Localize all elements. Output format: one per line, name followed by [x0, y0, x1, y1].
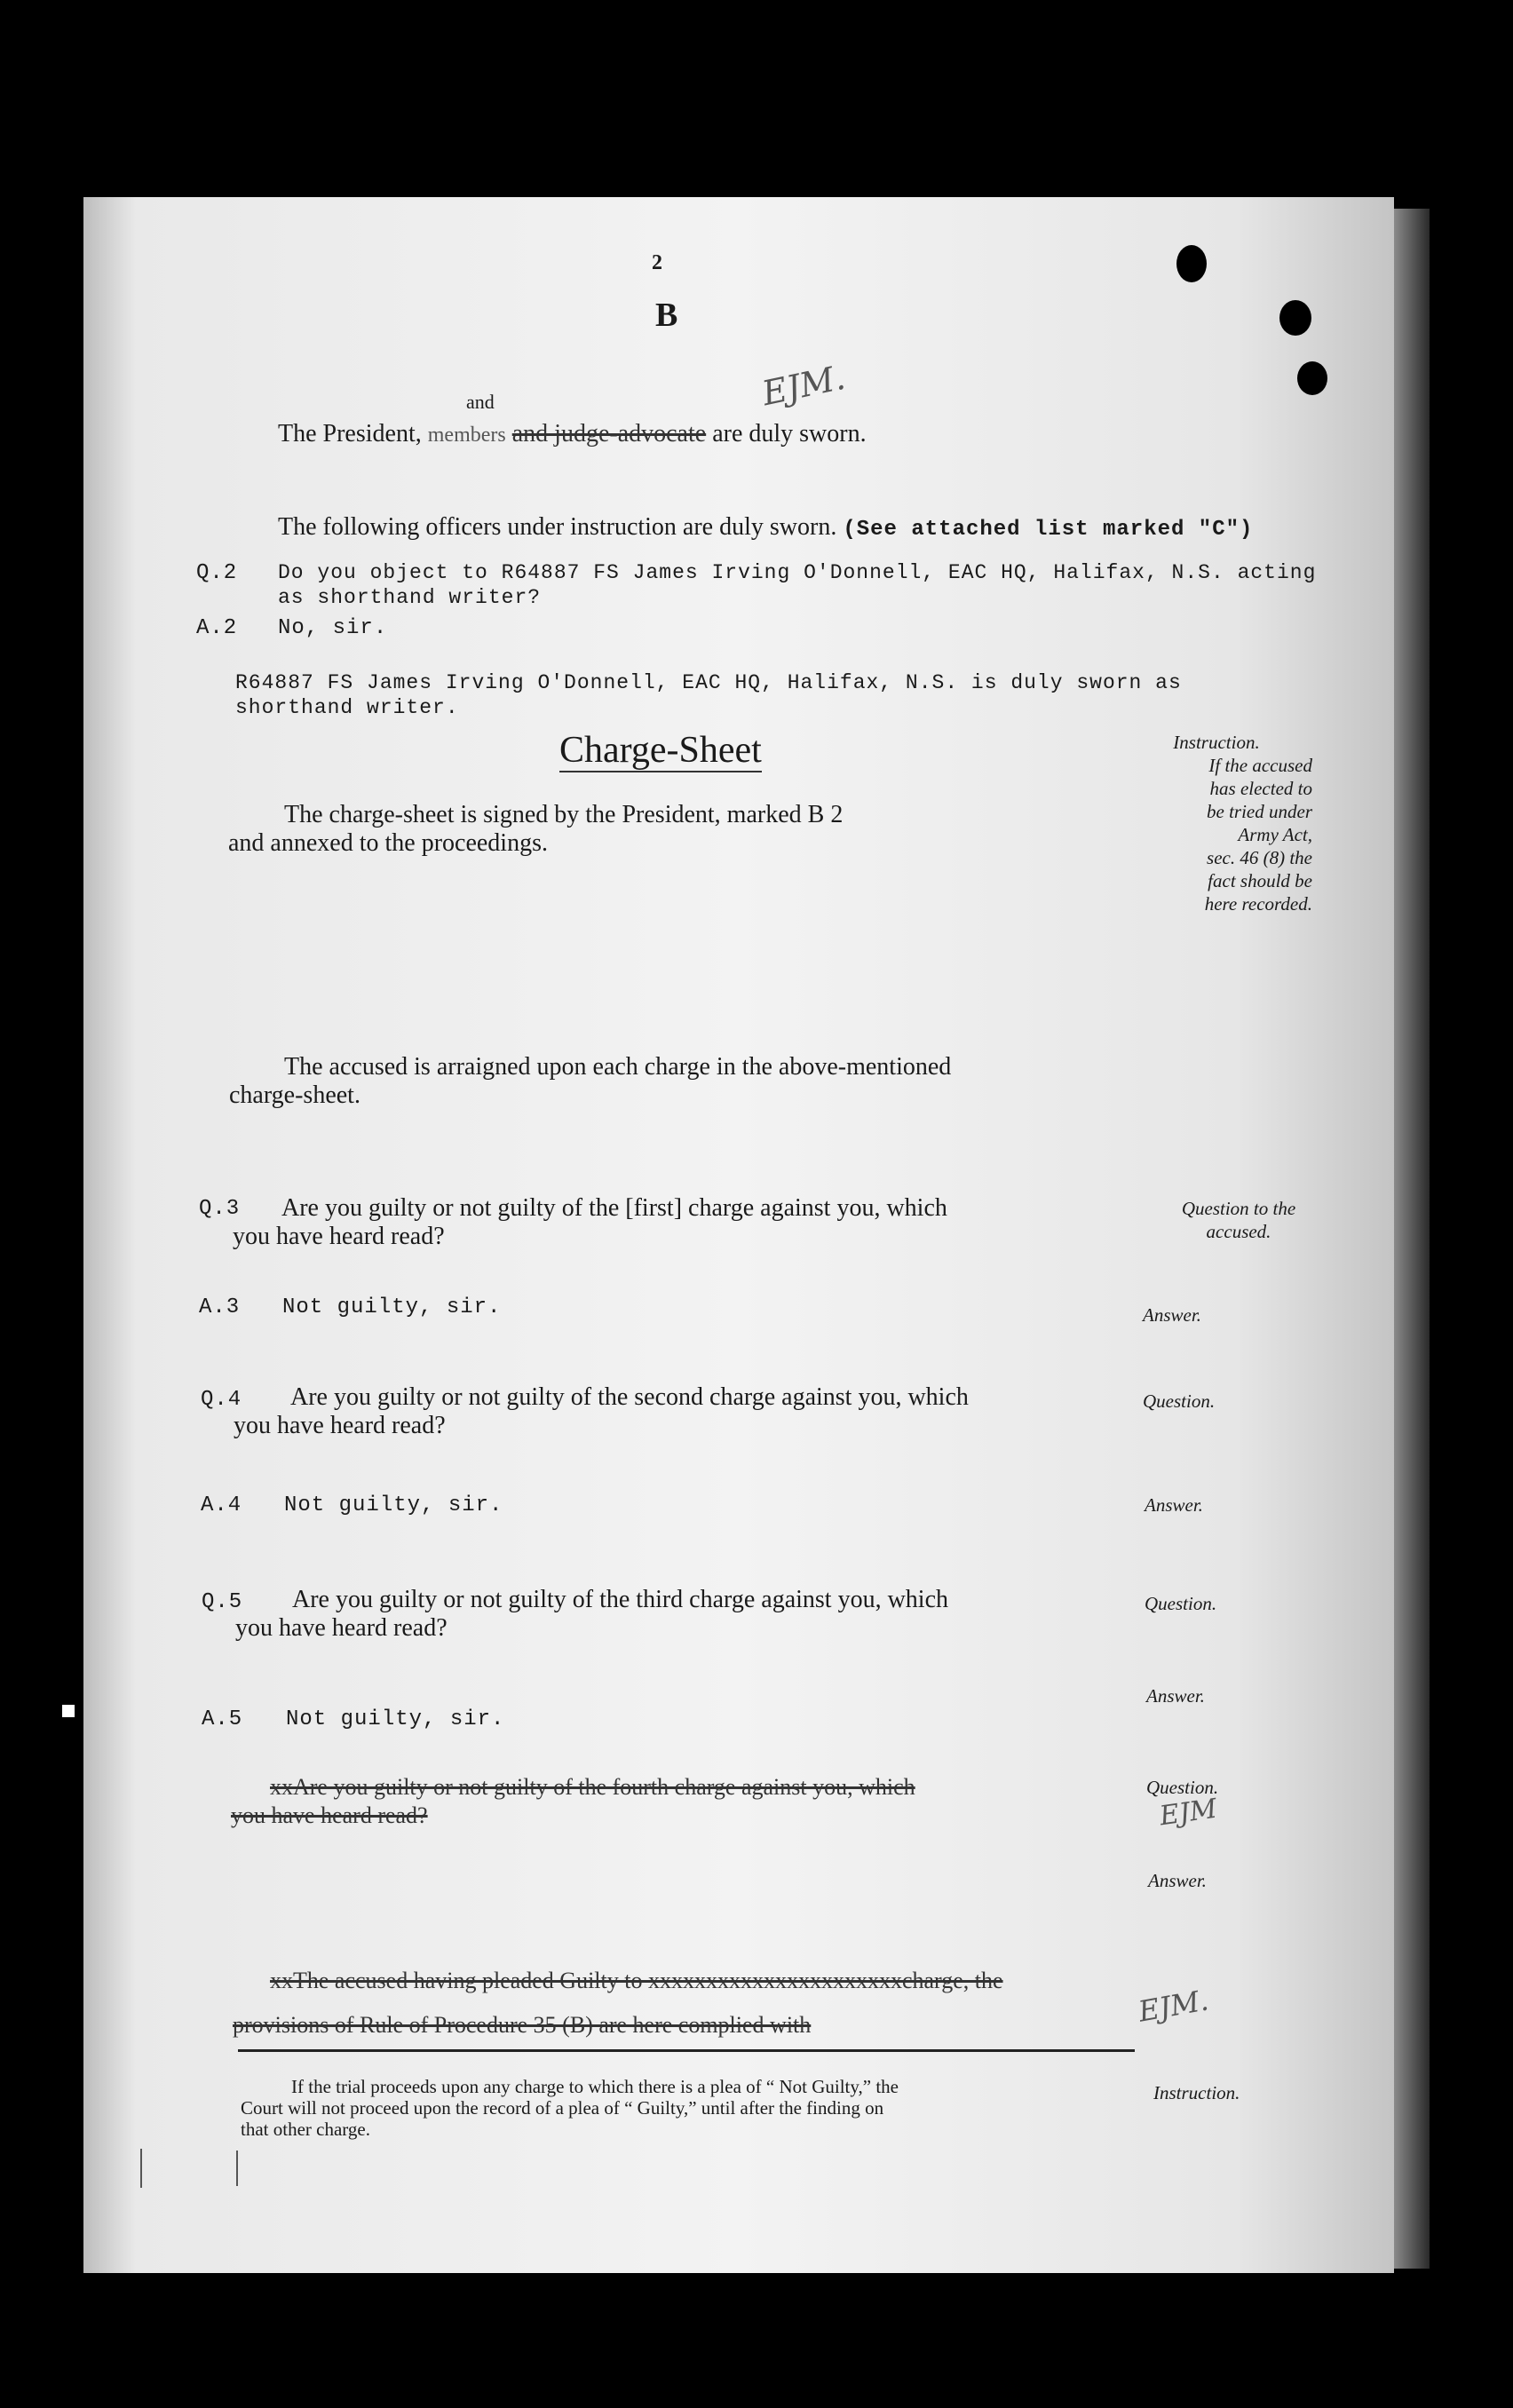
q4-label: Q.4: [201, 1388, 242, 1412]
punch-hole: [1176, 245, 1207, 282]
q3-label: Q.3: [199, 1197, 241, 1221]
officers-sworn-line: [278, 513, 1253, 542]
instruction-note-line: here recorded.: [1204, 893, 1312, 915]
sworn-line: [278, 420, 867, 448]
q5-line-2: you have heard read?: [235, 1614, 448, 1642]
page-number: 2: [652, 251, 662, 274]
q4-line-1: Are you guilty or not guilty of the second charge against you, which: [290, 1383, 969, 1411]
q2-label: Q.2: [196, 561, 238, 585]
a4-text: Not guilty, sir.: [284, 1493, 503, 1517]
footer-side-note: Instruction.: [1153, 2082, 1240, 2103]
footer-instruction-line-3: that other charge.: [241, 2119, 370, 2140]
instruction-note-line: fact should be: [1208, 870, 1312, 891]
arraigned-line-2: charge-sheet.: [229, 1081, 360, 1109]
scan-mark: [236, 2151, 238, 2186]
q3-side-note: [1154, 1197, 1323, 1243]
initials-handwritten: EJM.: [1136, 1983, 1211, 2029]
instruction-note-line: If the accused: [1208, 755, 1312, 776]
a5-label: A.5: [202, 1707, 243, 1731]
a3-side-note: Answer.: [1143, 1304, 1201, 1326]
initials-handwritten: EJM: [1157, 1793, 1219, 1833]
section-letter: B: [655, 297, 678, 334]
a5-text: Not guilty, sir.: [286, 1707, 505, 1731]
a3-text: Not guilty, sir.: [282, 1295, 502, 1319]
q5-side-note: Question.: [1145, 1593, 1217, 1614]
officers-text: The following officers under instruction are duly sworn.: [278, 513, 837, 541]
sworn-insert-and: and: [466, 391, 495, 413]
q2-line-2: as shorthand writer?: [278, 586, 542, 609]
sworn-prefix: The President,: [278, 420, 422, 448]
a5-side-note: Answer.: [1146, 1685, 1205, 1707]
officers-list-reference: (See attached list marked "C"): [843, 518, 1254, 542]
q3-line-2: you have heard read?: [233, 1223, 445, 1250]
struck-fourth-charge-line-1: xxAre you guilty or not guilty of the fourth charge against you, which: [270, 1774, 915, 1800]
arraigned-line-1: The accused is arraigned upon each charge in the above-mentioned: [284, 1053, 952, 1081]
footer-instruction-line-2: Court will not proceed upon the record of a plea of “ Guilty,” until after the finding on: [241, 2097, 884, 2119]
instruction-note-line: sec. 46 (8) the: [1207, 847, 1312, 868]
instruction-note-line: be tried under: [1207, 801, 1312, 822]
instruction-note-line: Instruction.: [1173, 732, 1260, 753]
a4-label: A.4: [201, 1493, 242, 1517]
writer-sworn-line-1: R64887 FS James Irving O'Donnell, EAC HQ, Halifax, N.S. is duly sworn as: [235, 671, 1182, 694]
writer-sworn-line-2: shorthand writer.: [235, 696, 459, 719]
punch-hole: [1297, 361, 1327, 395]
a3-label: A.3: [199, 1295, 241, 1319]
q6-side-note: Question.: [1146, 1777, 1219, 1798]
scan-mark: [140, 2149, 142, 2188]
instruction-note-line: has elected to: [1209, 778, 1312, 799]
struck-guilty-plea-line-2: provisions of Rule of Procedure 35 (B) are here complied with: [233, 2012, 812, 2038]
scan-mark: [62, 1705, 75, 1717]
sworn-struck-text: and judge-advocate: [511, 420, 707, 448]
a6-side-note: Answer.: [1148, 1870, 1207, 1891]
page-binding-edge: [1394, 209, 1430, 2269]
a2-text: No, sir.: [278, 616, 388, 640]
a2-label: A.2: [196, 616, 238, 640]
charge-sheet-heading: Charge-Sheet: [559, 730, 762, 771]
q3-side-line: Question to the: [1181, 1198, 1296, 1219]
q3-side-line: accused.: [1206, 1221, 1271, 1242]
struck-fourth-charge-line-2: you have heard read?: [231, 1802, 428, 1828]
divider-rule: [238, 2049, 1135, 2052]
instruction-note: [1121, 731, 1312, 915]
instruction-note-line: Army Act,: [1238, 824, 1312, 845]
initials-handwritten: EJM.: [758, 357, 849, 414]
sworn-suffix: are duly sworn.: [712, 420, 867, 448]
sworn-middle: members: [427, 424, 506, 447]
q3-line-1: Are you guilty or not guilty of the [first] charge against you, which: [281, 1194, 947, 1222]
q5-line-1: Are you guilty or not guilty of the third charge against you, which: [292, 1586, 949, 1613]
charge-sheet-line-2: and annexed to the proceedings.: [228, 829, 548, 857]
struck-guilty-plea-line-1: xxThe accused having pleaded Guilty to xxxxxxxxxxxxxxxxxxxxxxcharge, the: [270, 1968, 1003, 1993]
a4-side-note: Answer.: [1145, 1494, 1203, 1516]
q4-side-note: Question.: [1143, 1390, 1216, 1412]
q2-line-1: Do you object to R64887 FS James Irving O'Donnell, EAC HQ, Halifax, N.S. acting: [278, 561, 1317, 584]
footer-instruction-line-1: If the trial proceeds upon any charge to which there is a plea of “ Not Guilty,” the: [291, 2076, 899, 2097]
charge-sheet-line-1: The charge-sheet is signed by the President, marked B 2: [284, 801, 844, 828]
q4-line-2: you have heard read?: [234, 1412, 446, 1439]
q5-label: Q.5: [202, 1590, 243, 1614]
punch-hole: [1279, 300, 1311, 336]
